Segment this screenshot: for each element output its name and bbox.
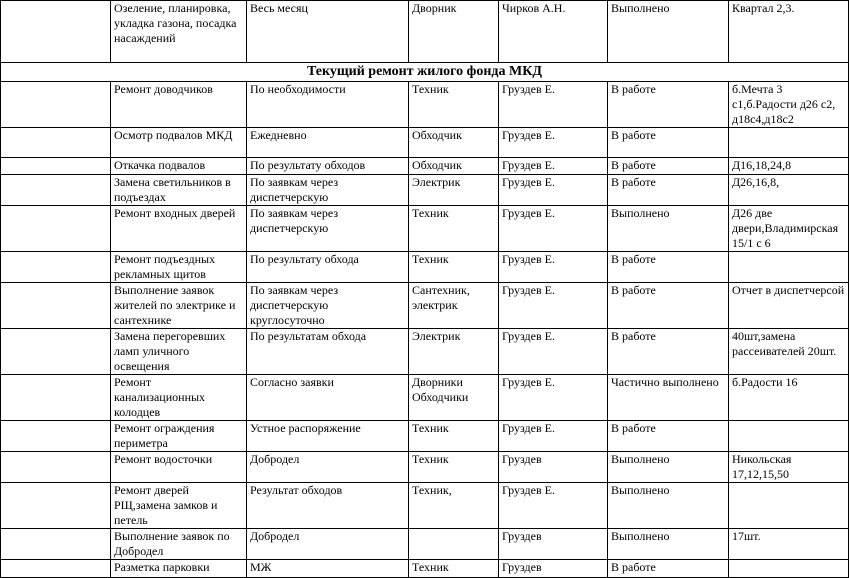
- table-cell: Техник: [409, 452, 499, 483]
- table-cell: Электрик: [409, 329, 499, 375]
- table-cell: Добродел: [247, 529, 409, 560]
- table-cell: [1, 175, 111, 206]
- table-cell: [1, 252, 111, 283]
- table-cell: Д16,18,24,8: [729, 158, 849, 175]
- table-cell: Выполнено: [608, 529, 729, 560]
- table-cell: Груздев Е.: [499, 158, 608, 175]
- table-cell: [1, 158, 111, 175]
- table-cell: Груздев Е.: [499, 82, 608, 128]
- table-cell: В работе: [608, 283, 729, 329]
- table-cell: Груздев Е.: [499, 375, 608, 421]
- table-cell: Выполнено: [608, 1, 729, 63]
- table-row: [1, 128, 849, 158]
- table-row: [1, 421, 849, 452]
- table-cell: По результатам обхода: [247, 329, 409, 375]
- table-cell: Груздев Е.: [499, 175, 608, 206]
- table-cell: Осмотр подвалов МКД: [111, 128, 247, 158]
- table-cell: Ремонт доводчиков: [111, 82, 247, 128]
- table-cell: б.Радости 16: [729, 375, 849, 421]
- table-cell: Ежедневно: [247, 128, 409, 158]
- table-cell: Ремонт ограждения периметра: [111, 421, 247, 452]
- table-cell: [729, 252, 849, 283]
- table-cell: По результату обходов: [247, 158, 409, 175]
- table-cell: Обходчик: [409, 158, 499, 175]
- table-cell: По результату обхода: [247, 252, 409, 283]
- table-cell: В работе: [608, 560, 729, 578]
- table-cell: Ремонт канализационных колодцев: [111, 375, 247, 421]
- table-cell: Результат обходов: [247, 483, 409, 529]
- table-cell: Замена перегоревших ламп уличного освещения: [111, 329, 247, 375]
- table-row: [1, 529, 849, 560]
- table-cell: [1, 82, 111, 128]
- table-cell: В работе: [608, 128, 729, 158]
- table-cell: По заявкам через диспетчерскую круглосуточно: [247, 283, 409, 329]
- table-cell: Груздев: [499, 452, 608, 483]
- table-row: [1, 158, 849, 175]
- table-cell: Озеление, планировка, укладка газона, посадка насаждений: [111, 1, 247, 63]
- table-row: [1, 252, 849, 283]
- table-cell: Техник: [409, 252, 499, 283]
- table-cell: Груздев: [499, 560, 608, 578]
- table-cell: Выполнение заявок жителей по электрике и сантехнике: [111, 283, 247, 329]
- table-cell: Квартал 2,3.: [729, 1, 849, 63]
- table-cell: Дворники Обходчики: [409, 375, 499, 421]
- table-cell: [1, 128, 111, 158]
- table-cell: [1, 206, 111, 252]
- table-cell: [1, 1, 111, 63]
- table-row: [1, 375, 849, 421]
- table-cell: В работе: [608, 421, 729, 452]
- table-cell: Груздев Е.: [499, 128, 608, 158]
- table-cell: [1, 560, 111, 578]
- table-row: [1, 1, 849, 63]
- table-cell: Частично выполнено: [608, 375, 729, 421]
- table-cell: Груздев Е.: [499, 421, 608, 452]
- table-row: [1, 82, 849, 128]
- table-cell: Разметка парковки: [111, 560, 247, 578]
- table-cell: Отчет в диспетчерсой: [729, 283, 849, 329]
- table-cell: [729, 128, 849, 158]
- table-cell: Груздев Е.: [499, 252, 608, 283]
- table-cell: По заявкам через диспетчерскую: [247, 206, 409, 252]
- table-cell: Груздев Е.: [499, 483, 608, 529]
- table-cell: [409, 529, 499, 560]
- table-cell: [1, 329, 111, 375]
- section-header-row: [1, 63, 849, 82]
- table-cell: [1, 483, 111, 529]
- table-cell: Ремонт дверей РЩ,замена замков и петель: [111, 483, 247, 529]
- table-cell: Электрик: [409, 175, 499, 206]
- table-cell: [729, 421, 849, 452]
- table-cell: В работе: [608, 175, 729, 206]
- table-cell: Весь месяц: [247, 1, 409, 63]
- table-cell: Обходчик: [409, 128, 499, 158]
- table-row: [1, 283, 849, 329]
- table-cell: [1, 452, 111, 483]
- table-cell: Ремонт водосточки: [111, 452, 247, 483]
- table-cell: Груздев Е.: [499, 206, 608, 252]
- table-cell: [729, 483, 849, 529]
- table-cell: Ремонт подъездных рекламных щитов: [111, 252, 247, 283]
- table-cell: Добродел: [247, 452, 409, 483]
- table-cell: Выполнено: [608, 206, 729, 252]
- table-cell: МЖ: [247, 560, 409, 578]
- table-cell: Техник,: [409, 483, 499, 529]
- table-row: [1, 560, 849, 578]
- table-cell: 17шт.: [729, 529, 849, 560]
- table-row: [1, 175, 849, 206]
- table-cell: Выполнение заявок по Добродел: [111, 529, 247, 560]
- table-cell: Никольская 17,12,15,50: [729, 452, 849, 483]
- table-cell: Груздев: [499, 529, 608, 560]
- table-cell: [1, 529, 111, 560]
- table-cell: Техник: [409, 421, 499, 452]
- table-cell: Д26 две двери,Владимирская 15/1 с 6: [729, 206, 849, 252]
- table-cell: Техник: [409, 82, 499, 128]
- table-cell: В работе: [608, 252, 729, 283]
- table-cell: 40шт,замена рассеивателей 20шт.: [729, 329, 849, 375]
- table-cell: Груздев Е.: [499, 283, 608, 329]
- table-cell: Выполнено: [608, 452, 729, 483]
- table-cell: Сантехник, электрик: [409, 283, 499, 329]
- table-cell: В работе: [608, 329, 729, 375]
- table-row: [1, 206, 849, 252]
- table-row: [1, 329, 849, 375]
- table-cell: [1, 375, 111, 421]
- table-cell: Д26,16,8,: [729, 175, 849, 206]
- table-cell: [729, 560, 849, 578]
- table-cell: Дворник: [409, 1, 499, 63]
- table-cell: По заявкам через диспетчерскую: [247, 175, 409, 206]
- table-cell: [1, 283, 111, 329]
- table-cell: б.Мечта 3 с1,б.Радости д26 с2, д18с4,д18с2: [729, 82, 849, 128]
- table-cell: В работе: [608, 82, 729, 128]
- table-cell: Замена светильников в подъездах: [111, 175, 247, 206]
- table-cell: Согласно заявки: [247, 375, 409, 421]
- table-cell: Откачка подвалов: [111, 158, 247, 175]
- table-cell: Выполнено: [608, 483, 729, 529]
- section-title: Текущий ремонт жилого фонда МКД: [1, 63, 849, 82]
- table-cell: В работе: [608, 158, 729, 175]
- table-cell: Груздев Е.: [499, 329, 608, 375]
- table-cell: Техник: [409, 560, 499, 578]
- table-cell: Ремонт входных дверей: [111, 206, 247, 252]
- table-body: [1, 1, 849, 578]
- table-cell: Устное распоряжение: [247, 421, 409, 452]
- table-cell: Техник: [409, 206, 499, 252]
- table-cell: По необходимости: [247, 82, 409, 128]
- table-row: [1, 452, 849, 483]
- table-cell: [1, 421, 111, 452]
- table-cell: Чирков А.Н.: [499, 1, 608, 63]
- table-row: [1, 483, 849, 529]
